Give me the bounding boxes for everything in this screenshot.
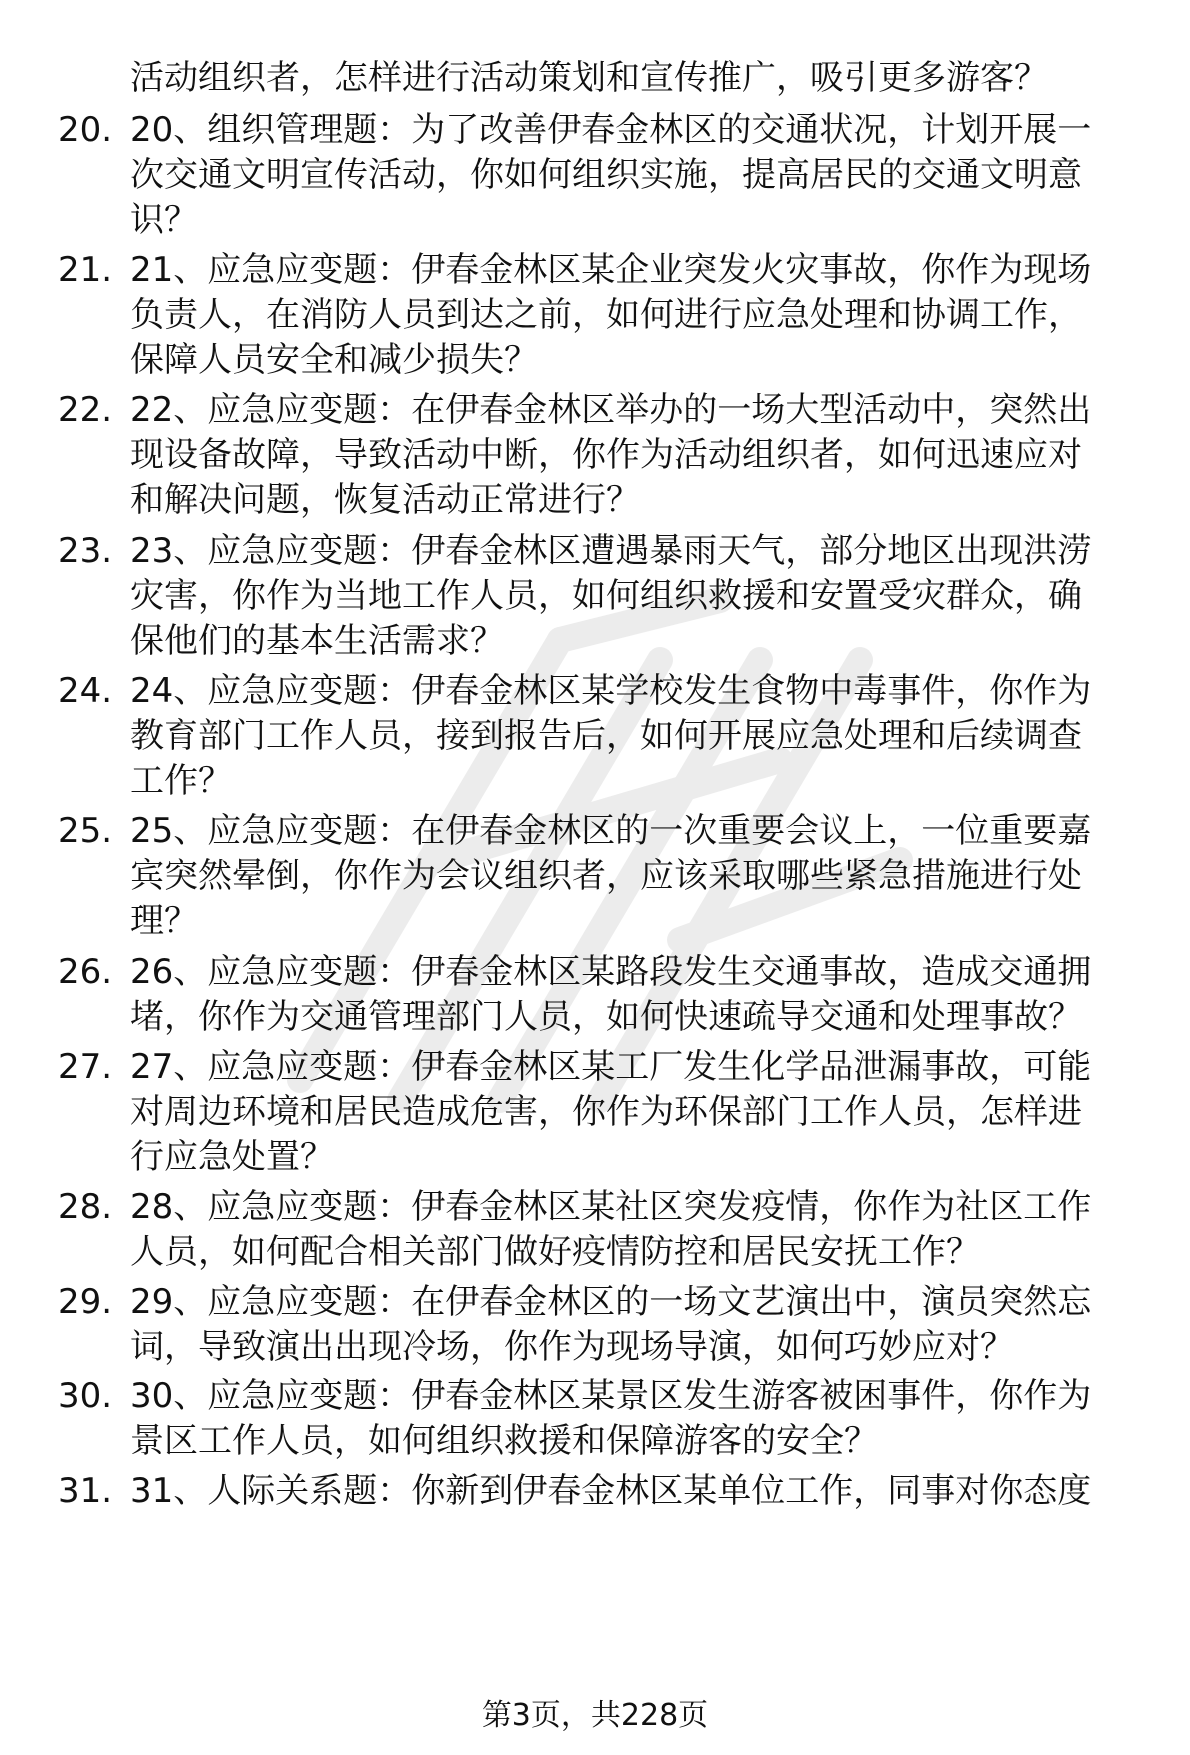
- question-line: 灾害，你作为当地工作人员，如何组织救援和安置受灾群众，确: [130, 576, 1082, 616]
- question-line: 次交通文明宣传活动，你如何组织实施，提高居民的交通文明意: [130, 155, 1082, 195]
- question-line: 29、应急应变题：在伊春金林区的一场文艺演出中，演员突然忘: [130, 1282, 1092, 1322]
- question-line: 22、应急应变题：在伊春金林区举办的一场大型活动中，突然出: [130, 390, 1092, 430]
- question-text: [130, 669, 1150, 804]
- question-line: 识？: [130, 200, 198, 240]
- question-text: [130, 1469, 1150, 1514]
- page-number-footer: 第3页，共228页: [481, 1698, 709, 1733]
- question-line: 行应急处置？: [130, 1137, 334, 1177]
- question-line: 人员，如何配合相关部门做好疫情防控和居民安抚工作？: [130, 1232, 980, 1272]
- question-text: [130, 809, 1150, 944]
- question-number: 20.: [58, 110, 113, 150]
- question-line: 21、应急应变题：伊春金林区某企业突发火灾事故，你作为现场: [130, 250, 1092, 290]
- question-line: 30、应急应变题：伊春金林区某景区发生游客被困事件，你作为: [130, 1376, 1092, 1416]
- question-text: [130, 1045, 1150, 1180]
- question-text: [130, 108, 1150, 243]
- question-line: 词，导致演出出现冷场，你作为现场导演，如何巧妙应对？: [130, 1327, 1014, 1367]
- question-line: 对周边环境和居民造成危害，你作为环保部门工作人员，怎样进: [130, 1092, 1082, 1132]
- question-line: 负责人，在消防人员到达之前，如何进行应急处理和协调工作，: [130, 295, 1082, 335]
- question-text: [130, 1280, 1150, 1370]
- question-line: 27、应急应变题：伊春金林区某工厂发生化学品泄漏事故，可能: [130, 1047, 1092, 1087]
- question-number: 21.: [58, 250, 113, 290]
- question-line: 23、应急应变题：伊春金林区遭遇暴雨天气，部分地区出现洪涝: [130, 531, 1092, 571]
- question-number: 30.: [58, 1376, 113, 1416]
- question-line: 20、组织管理题：为了改善伊春金林区的交通状况，计划开展一: [130, 110, 1092, 150]
- question-line: 28、应急应变题：伊春金林区某社区突发疫情，你作为社区工作: [130, 1187, 1092, 1227]
- question-line: 堵，你作为交通管理部门人员，如何快速疏导交通和处理事故？: [130, 997, 1082, 1037]
- question-number: 27.: [58, 1047, 113, 1087]
- question-text: [130, 1185, 1150, 1275]
- question-line: 保他们的基本生活需求？: [130, 621, 504, 661]
- question-line: 教育部门工作人员，接到报告后，如何开展应急处理和后续调查: [130, 716, 1082, 756]
- question-line: 和解决问题，恢复活动正常进行？: [130, 480, 640, 520]
- question-line: 理？: [130, 901, 198, 941]
- question-number: 22.: [58, 390, 113, 430]
- question-line: 宾突然晕倒，你作为会议组织者，应该采取哪些紧急措施进行处: [130, 856, 1082, 896]
- question-number: 29.: [58, 1282, 113, 1322]
- question-text: [130, 950, 1150, 1040]
- question-text: [130, 388, 1150, 523]
- question-number: 25.: [58, 811, 113, 851]
- question-line: 26、应急应变题：伊春金林区某路段发生交通事故，造成交通拥: [130, 952, 1092, 992]
- question-text: [130, 529, 1150, 664]
- continued-question-line: 活动组织者，怎样进行活动策划和宣传推广，吸引更多游客？: [130, 58, 1048, 98]
- question-line: 24、应急应变题：伊春金林区某学校发生食物中毒事件，你作为: [130, 671, 1092, 711]
- question-line: 工作？: [130, 761, 232, 801]
- question-line: 现设备故障，导致活动中断，你作为活动组织者，如何迅速应对: [130, 435, 1082, 475]
- question-number: 26.: [58, 952, 113, 992]
- question-line: 保障人员安全和减少损失？: [130, 340, 538, 380]
- question-number: 23.: [58, 531, 113, 571]
- question-text: [130, 1374, 1150, 1464]
- question-line: 31、人际关系题：你新到伊春金林区某单位工作，同事对你态度: [130, 1471, 1092, 1511]
- question-line: 景区工作人员，如何组织救援和保障游客的安全？: [130, 1421, 878, 1461]
- question-number: 28.: [58, 1187, 113, 1227]
- question-number: 24.: [58, 671, 113, 711]
- question-text: [130, 248, 1150, 383]
- question-number: 31.: [58, 1471, 113, 1511]
- question-line: 25、应急应变题：在伊春金林区的一次重要会议上，一位重要嘉: [130, 811, 1092, 851]
